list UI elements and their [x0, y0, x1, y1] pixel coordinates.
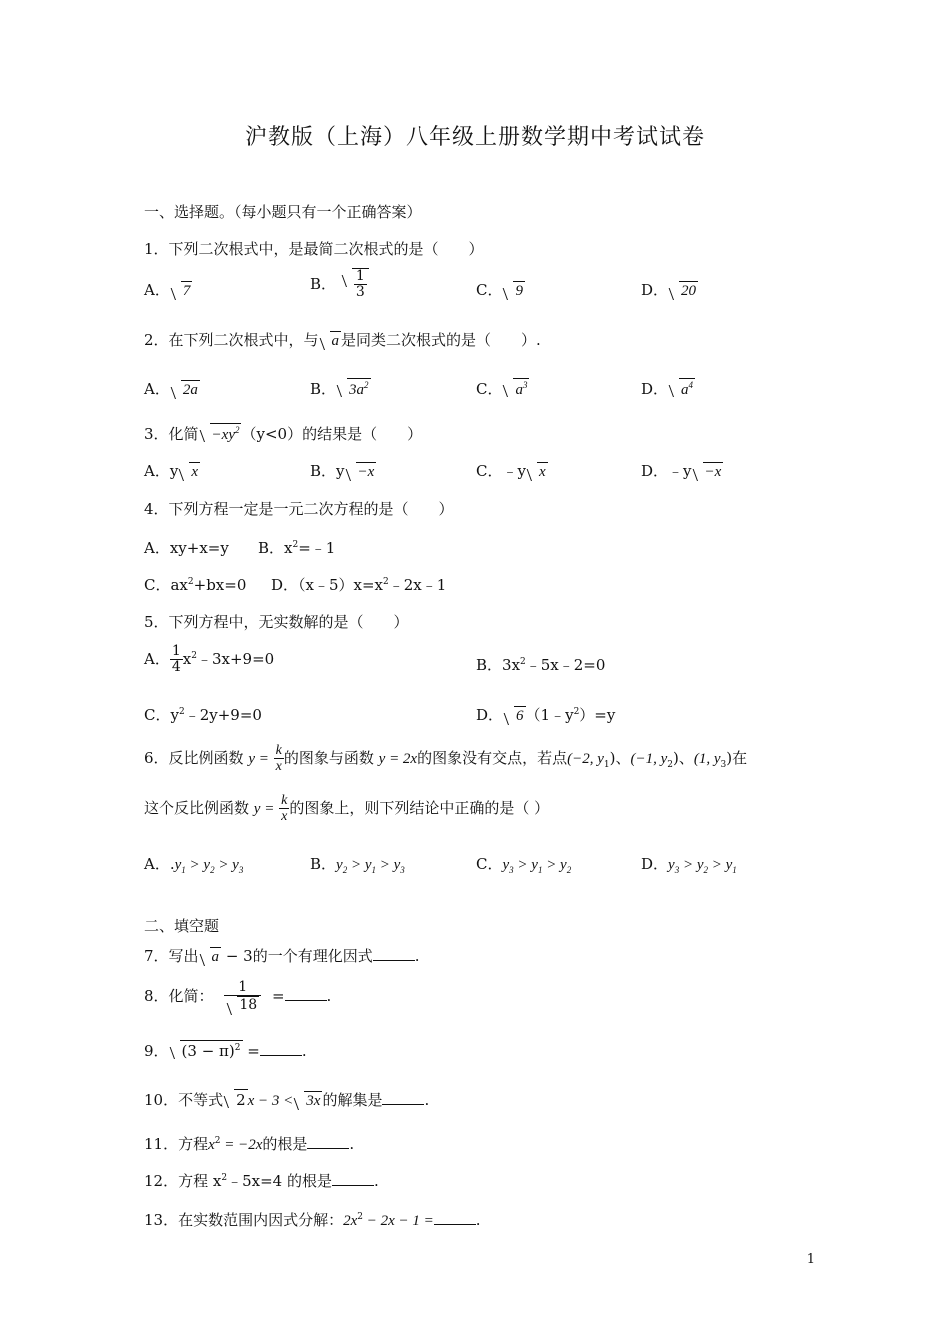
math-expr: − 2x − 1 = — [363, 1213, 434, 1229]
exponent: 2 — [573, 707, 580, 717]
expr: y — [336, 857, 343, 873]
radicand: (3 − π) — [181, 1042, 235, 1060]
stem-text: . — [301, 1042, 307, 1060]
answer-blank[interactable] — [382, 1103, 424, 1105]
option-label: D． — [641, 855, 669, 873]
stem-text: 6．反比例函数 — [144, 748, 244, 767]
question-2-stem — [144, 329, 541, 350]
answer-blank[interactable] — [332, 1184, 374, 1186]
option-text: C．y — [144, 706, 179, 724]
stem-text: ﹣5x=4 的根是 — [227, 1172, 332, 1190]
question-7 — [144, 945, 419, 966]
option-label: D．﹣y — [641, 462, 692, 480]
subscript: 1 — [732, 865, 737, 875]
radicand: x — [191, 464, 198, 480]
question-8 — [144, 980, 331, 1014]
exponent: 2 — [234, 1043, 241, 1053]
option-text: ﹣5x﹣2=0 — [525, 656, 606, 674]
numerator: k — [275, 743, 282, 758]
stem-text: . — [326, 986, 332, 1005]
subscript: 2 — [667, 759, 674, 770]
exponent: 2 — [221, 1173, 228, 1183]
section-heading-fill: 二、填空题 — [144, 917, 220, 935]
stem-text: 在 — [732, 748, 748, 767]
radicand: −x — [704, 464, 722, 480]
expr: > y — [679, 857, 704, 873]
math-expr: x − 3 < — [247, 1093, 294, 1109]
option-text: ﹣3x+9=0 — [196, 649, 275, 668]
option-3d — [641, 460, 723, 481]
radicand: 3a — [349, 382, 365, 398]
option-label: C． — [476, 281, 503, 299]
option-label: A． — [144, 281, 170, 299]
option-6b — [310, 853, 405, 875]
point-1: (−2, y — [567, 750, 604, 767]
expr: > y — [542, 857, 567, 873]
option-5a — [144, 644, 274, 676]
option-text: B．3x — [476, 656, 521, 674]
math-expr: = −2x — [220, 1137, 263, 1153]
subscript: 2 — [703, 865, 708, 875]
option-5d — [476, 704, 615, 725]
numerator: k — [281, 793, 288, 808]
exponent: 3 — [522, 380, 528, 390]
stem-text: 的图象没有交点，若点 — [417, 748, 568, 767]
option-label: A．y — [144, 462, 179, 480]
stem-text: = — [271, 986, 285, 1005]
option-4b — [258, 537, 335, 558]
math-expr: y = 2x — [378, 750, 418, 767]
radicand: 6 — [516, 708, 524, 724]
exponent: 2 — [364, 380, 369, 390]
radicand: a — [681, 382, 689, 398]
option-4d — [271, 574, 446, 595]
point-2: (−1, y — [630, 750, 668, 767]
radicand: −xy — [211, 427, 235, 443]
answer-blank[interactable] — [307, 1147, 349, 1149]
expr: y — [668, 857, 675, 873]
option-1b — [310, 268, 369, 301]
radicand: −x — [357, 464, 375, 480]
option-label: B． — [310, 380, 337, 398]
option-3a — [144, 460, 200, 481]
stem-text: 的解集是 — [322, 1091, 383, 1109]
option-text: B．x — [258, 539, 293, 557]
expr: > y — [214, 857, 239, 873]
math-expr: 2x — [343, 1213, 358, 1229]
option-5c — [144, 704, 262, 725]
option-1a — [144, 279, 192, 300]
exponent: 2 — [383, 577, 389, 587]
point-3: (1, y — [693, 750, 721, 767]
stem-text: − 3的一个有理化因式 — [221, 947, 373, 965]
question-12 — [144, 1170, 379, 1191]
question-4-stem: 4．下列方程一定是一元二次方程的是（ ） — [144, 500, 454, 518]
option-label: B． — [310, 855, 337, 873]
option-3b — [310, 460, 376, 481]
radicand: a — [331, 333, 340, 349]
question-13 — [144, 1209, 481, 1230]
question-9 — [144, 1040, 307, 1061]
denominator: 4 — [171, 659, 181, 676]
stem-text: 的图象与函数 — [283, 748, 374, 767]
radicand: 3x — [306, 1093, 321, 1109]
subscript: 1 — [537, 865, 543, 875]
option-5b — [476, 654, 605, 675]
option-4c — [144, 574, 246, 595]
exponent: 2 — [178, 707, 185, 717]
option-label: B．y — [310, 462, 345, 480]
exponent: 2 — [234, 425, 240, 435]
option-6c — [476, 853, 571, 875]
expr: y — [174, 857, 182, 873]
option-label: C． — [476, 855, 503, 873]
stem-text: 这个反比例函数 — [144, 798, 250, 817]
subscript: 1 — [603, 759, 610, 770]
option-text: C．ax — [144, 576, 188, 594]
option-2a — [144, 378, 200, 399]
subscript: 3 — [400, 865, 405, 875]
option-label: C． — [476, 380, 503, 398]
stem-text: 是同类二次根式的是（ ）. — [341, 331, 541, 349]
numerator: 1 — [355, 268, 365, 284]
question-1-stem: 1．下列二次根式中，是最简二次根式的是（ ） — [144, 240, 484, 258]
expr: > y — [185, 857, 211, 873]
subscript: 3 — [509, 865, 514, 875]
stem-text: 9． — [144, 1042, 169, 1060]
stem-text: 8．化简： — [144, 986, 214, 1005]
option-4a: A．xy+x=y — [144, 539, 229, 557]
radicand: 2a — [182, 382, 198, 398]
expr: > y — [513, 857, 538, 873]
stem-text: （y<0）的结果是（ ） — [241, 425, 423, 443]
question-6-line-2 — [144, 793, 549, 825]
exponent: 2 — [292, 540, 299, 550]
math-expr: x — [208, 1137, 215, 1153]
option-label: A．. — [144, 855, 175, 873]
stem-text: . — [349, 1135, 355, 1153]
exponent: 2 — [520, 657, 526, 667]
stem-text: 3．化简 — [144, 425, 199, 443]
denominator: 3 — [355, 284, 365, 301]
option-1c — [476, 279, 525, 300]
option-6a — [144, 853, 243, 875]
option-2b — [310, 378, 371, 399]
stem-text: 2．在下列二次根式中，与 — [144, 331, 319, 349]
subscript: 1 — [181, 865, 186, 875]
question-5-stem: 5．下列方程中，无实数解的是（ ） — [144, 613, 409, 631]
math-expr: y = — [248, 750, 269, 767]
option-text: ﹣2x﹣1 — [388, 576, 447, 594]
option-label: A． — [144, 380, 170, 398]
option-text: （1﹣y — [525, 706, 574, 724]
option-3c — [476, 460, 548, 481]
radicand: 18 — [239, 997, 258, 1014]
stem-text: 的图象上，则下列结论中正确的是（ ） — [289, 798, 550, 817]
question-3-stem — [144, 423, 422, 444]
radicand: a — [211, 949, 220, 965]
radicand: 20 — [681, 283, 697, 299]
exponent: 2 — [357, 1212, 363, 1222]
option-text: x — [182, 649, 192, 668]
expr: > y — [707, 857, 733, 873]
stem-text: 13．在实数范围内因式分解： — [144, 1211, 344, 1229]
option-label: D． — [641, 281, 669, 299]
expr: > y — [375, 857, 401, 873]
page-title: 沪教版（上海）八年级上册数学期中考试试卷 — [244, 125, 705, 150]
answer-blank[interactable] — [434, 1223, 476, 1225]
separator: 、 — [678, 748, 694, 767]
answer-blank[interactable] — [285, 999, 327, 1001]
subscript: 3 — [238, 865, 244, 875]
stem-text: 的根是 — [262, 1135, 308, 1153]
numerator: 1 — [171, 643, 181, 659]
question-6-line-1: 6．反比例函数 y = $\frac{k}{x}$ 的图象与函数 y = 2x的图象没有交点，若点(−2, $y_1$)、(−1, $y_2$)、(1, $y_3$)在 — [144, 743, 748, 775]
radicand: a — [515, 382, 523, 398]
option-2d — [641, 378, 695, 399]
radicand: 2 — [236, 1091, 246, 1109]
stem-text: 12．方程 x — [144, 1172, 222, 1190]
radicand: 9 — [515, 283, 523, 299]
radicand: 7 — [182, 283, 191, 299]
stem-text: . — [414, 947, 420, 965]
stem-text: 11．方程 — [144, 1135, 209, 1153]
option-2c — [476, 378, 529, 399]
exponent: 2 — [187, 577, 194, 587]
denominator: x — [275, 759, 282, 775]
denominator: x — [281, 809, 288, 825]
option-text: ﹣2y+9=0 — [184, 706, 262, 724]
stem-text: 7．写出 — [144, 947, 199, 965]
answer-blank[interactable] — [260, 1054, 302, 1056]
subscript: 2 — [566, 865, 572, 875]
radicand: x — [538, 464, 546, 480]
option-label: D． — [476, 706, 504, 724]
option-label: A． — [144, 649, 170, 668]
math-expr: y = — [253, 800, 275, 817]
option-text: +bx=0 — [193, 576, 247, 594]
option-label: D． — [641, 380, 669, 398]
exponent: 2 — [191, 650, 197, 661]
stem-text: . — [475, 1211, 481, 1229]
numerator: 1 — [224, 980, 261, 996]
option-1d — [641, 279, 698, 300]
exponent: 4 — [688, 380, 694, 390]
subscript: 2 — [342, 865, 348, 875]
question-10 — [144, 1089, 429, 1110]
expr: y — [502, 857, 510, 873]
option-6d — [641, 853, 737, 875]
page-number: 1 — [806, 1252, 815, 1267]
stem-text: . — [424, 1091, 430, 1109]
subscript: 2 — [210, 865, 215, 875]
answer-blank[interactable] — [373, 959, 415, 961]
stem-text: 10．不等式 — [144, 1091, 224, 1109]
stem-text: . — [373, 1172, 379, 1190]
subscript: 1 — [371, 865, 376, 875]
option-text: ）=y — [579, 706, 616, 724]
option-label: C．﹣y — [476, 462, 526, 480]
subscript: 3 — [720, 759, 727, 770]
section-heading-choice: 一、选择题。（每小题只有一个正确答案） — [144, 203, 422, 221]
stem-text: = — [242, 1042, 260, 1060]
expr: > y — [347, 857, 372, 873]
option-text: =﹣1 — [298, 539, 336, 557]
option-text: D．（x﹣5）x=x — [271, 576, 384, 594]
question-11 — [144, 1133, 354, 1154]
separator: 、 — [615, 748, 631, 767]
option-label: B． — [310, 274, 337, 293]
exponent: 2 — [214, 1136, 221, 1146]
subscript: 3 — [674, 865, 680, 875]
